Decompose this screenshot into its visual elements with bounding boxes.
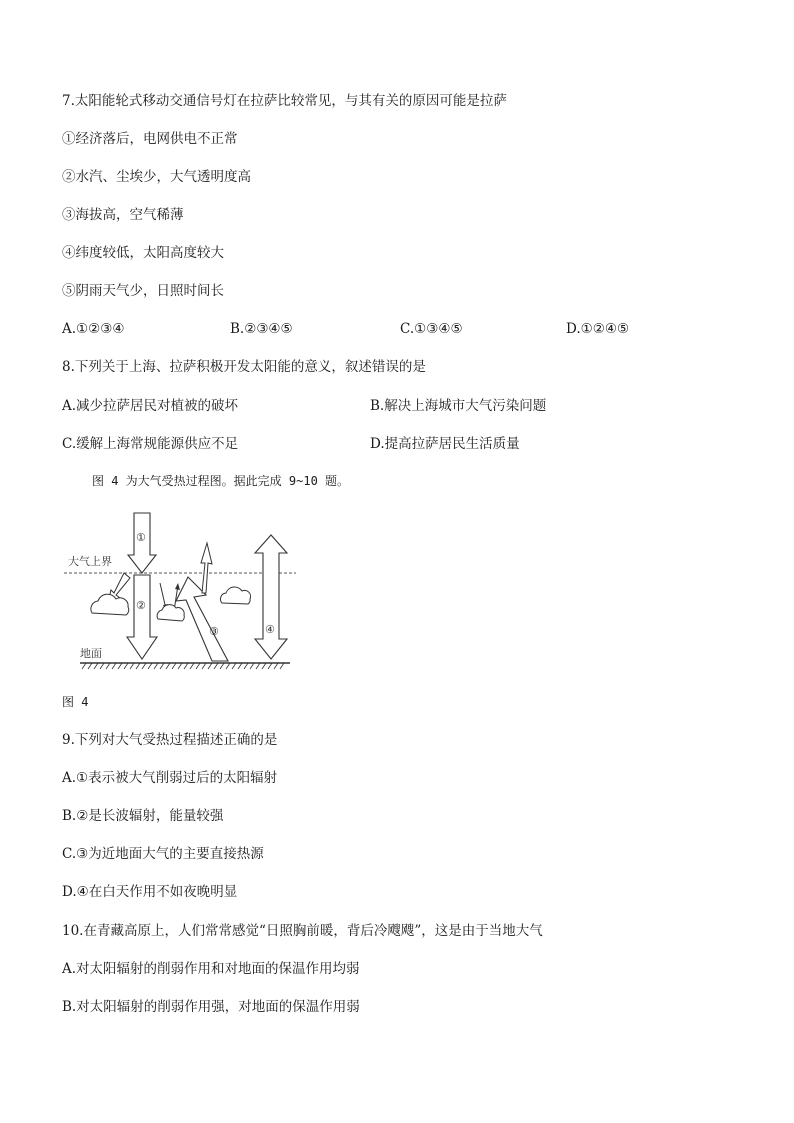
question-10-option-b: B.对太阳辐射的削弱作用强，对地面的保温作用弱: [62, 999, 360, 1015]
question-8-option-a: A.减少拉萨居民对植被的破坏: [62, 398, 239, 414]
figure-intro: 图 4 为大气受热过程图。据此完成 9~10 题。: [92, 474, 350, 488]
question-7-stem: 7.太阳能轮式移动交通信号灯在拉萨比较常见，与其有关的原因可能是拉萨: [62, 93, 507, 109]
question-7-option-a: A.①②③④: [62, 321, 125, 337]
arrow-2-surface-radiation: [127, 575, 157, 659]
question-7-item-3: ③海拔高，空气稀薄: [62, 207, 184, 223]
cloud-left-icon: [91, 594, 129, 615]
question-9-option-c: C.③为近地面大气的主要直接热源: [62, 846, 264, 862]
question-7-item-5: ⑤阴雨天气少，日照时间长: [62, 283, 224, 299]
question-7-item-1: ①经济落后，电网供电不正常: [62, 131, 238, 147]
arrow-4-counter-radiation: [255, 535, 287, 659]
question-7-option-d: D.①②④⑤: [566, 321, 630, 337]
label-atmosphere-top: 大气上界: [68, 555, 112, 568]
question-10-stem: 10.在青藏高原上，人们常常感觉“日照胸前暖，背后冷飕飕”，这是由于当地大气: [62, 923, 543, 939]
label-ground: 地面: [80, 647, 102, 660]
question-10-option-a: A.对太阳辐射的削弱作用和对地面的保温作用均弱: [62, 961, 360, 977]
question-9-option-b: B.②是长波辐射，能量较强: [62, 808, 224, 824]
question-8-stem: 8.下列关于上海、拉萨积极开发太阳能的意义，叙述错误的是: [62, 359, 426, 375]
question-7-option-b: B.②③④⑤: [230, 321, 293, 337]
arrow-escape-space: [201, 543, 212, 593]
question-9-option-d: D.④在白天作用不如夜晚明显: [62, 884, 238, 900]
figure-caption: 图 4: [62, 695, 89, 709]
question-8-option-b: B.解决上海城市大气污染问题: [370, 398, 547, 414]
marker-4: ④: [265, 623, 275, 636]
question-9-option-a: A.①表示被大气削弱过后的太阳辐射: [62, 770, 278, 786]
cloud-middle-icon: [157, 605, 184, 621]
question-8-option-c: C.缓解上海常规能源供应不足: [62, 436, 239, 452]
ground-hatching: [82, 663, 284, 669]
atmosphere-heating-diagram: [62, 505, 298, 675]
question-7-item-2: ②水汽、尘埃少，大气透明度高: [62, 169, 251, 185]
question-7-item-4: ④纬度较低，太阳高度较大: [62, 245, 224, 261]
marker-3: ③: [209, 625, 219, 638]
arrow-scatter-2-head: [175, 583, 180, 590]
marker-2: ②: [136, 599, 146, 612]
marker-1: ①: [136, 531, 146, 544]
question-8-option-d: D.提高拉萨居民生活质量: [370, 436, 520, 452]
cloud-right-icon: [220, 587, 250, 604]
question-7-option-c: C.①③④⑤: [400, 321, 463, 337]
question-9-stem: 9.下列对大气受热过程描述正确的是: [62, 732, 278, 748]
